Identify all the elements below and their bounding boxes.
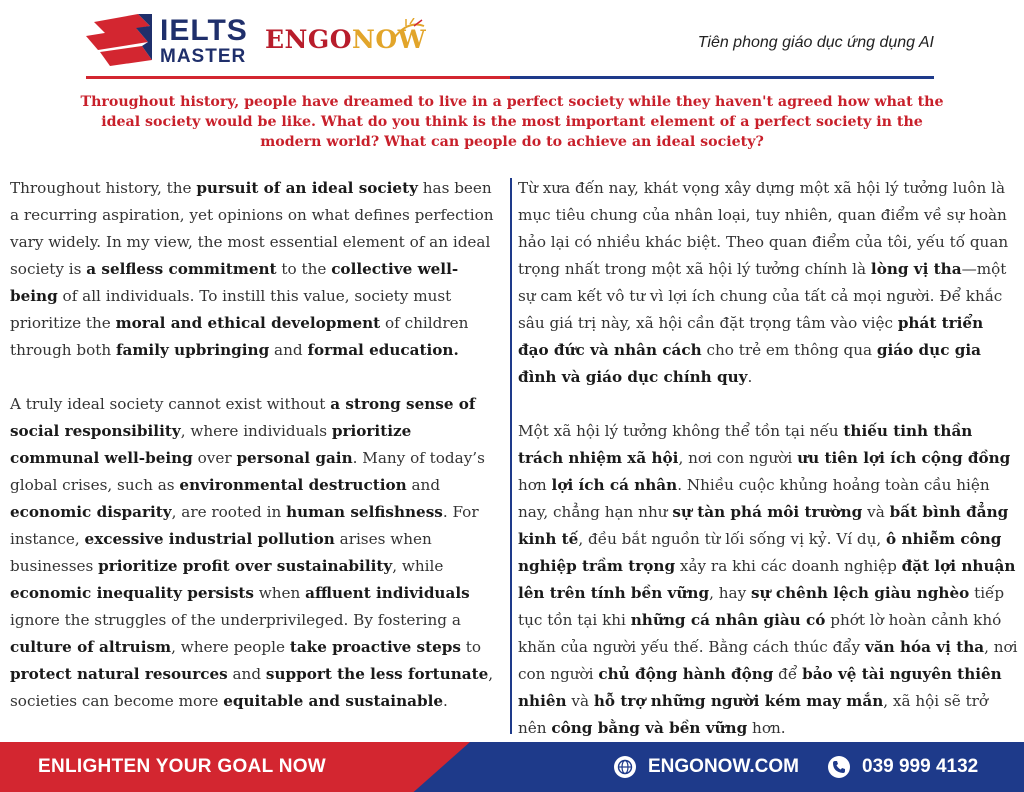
key-phrase: support the less fortunate <box>265 665 489 683</box>
paragraph-text: tiếp tục tồn tại khi <box>518 584 1005 629</box>
paragraph-text: , societies can become more <box>10 665 494 710</box>
english-paragraph-1 <box>10 175 504 364</box>
paragraph-text: để <box>773 665 803 683</box>
key-phrase: protect natural resources <box>10 665 228 683</box>
key-phrase: công bằng và bền vững <box>551 719 748 737</box>
paragraph-text: Một xã hội lý tưởng không thể tồn tại nếu <box>518 422 844 440</box>
paragraph-text: . Nhiều cuộc khủng hoảng toàn cầu hiện nay, chẳng hạn như <box>518 476 990 521</box>
key-phrase: lợi ích cá nhân <box>551 476 678 494</box>
paragraph-text: over <box>192 449 237 467</box>
key-phrase: collective well-being <box>10 260 459 305</box>
vietnamese-paragraph-1 <box>518 175 1018 391</box>
key-phrase: family upbringing <box>115 341 270 359</box>
key-phrase: affluent individuals <box>305 584 470 602</box>
paragraph-text: , nơi con người <box>678 449 798 467</box>
paragraph-text: hơn. <box>747 719 786 737</box>
paragraph-text: , đều bắt nguồn từ lối sống vị kỷ. Ví dụ, <box>578 530 887 548</box>
key-phrase: a selfless commitment <box>86 260 277 278</box>
paragraph-text: to <box>460 638 482 656</box>
key-phrase: culture of altruism <box>10 638 172 656</box>
key-phrase: formal education. <box>307 341 459 359</box>
phone-text[interactable]: 039 999 4132 <box>862 756 979 777</box>
key-phrase: văn hóa vị tha <box>865 638 985 656</box>
phone-icon <box>828 756 850 778</box>
paragraph-text: hơn <box>518 476 552 494</box>
globe-icon <box>614 756 636 778</box>
key-phrase: pursuit of an ideal society <box>196 179 418 197</box>
paragraph-text: , hay <box>709 584 751 602</box>
paragraph-text: , are rooted in <box>171 503 287 521</box>
key-phrase: chủ động hành động <box>598 665 774 683</box>
ielts-logo-mark-icon <box>86 12 156 68</box>
key-phrase: bất bình đẳng kinh tế <box>518 503 1009 548</box>
paragraph-text: , where people <box>171 638 290 656</box>
key-phrase: prioritize profit over sustainability <box>98 557 393 575</box>
vietnamese-column <box>518 175 1018 769</box>
paragraph-text: and <box>227 665 266 683</box>
paragraph-text: cho trẻ em thông qua <box>701 341 877 359</box>
key-phrase: hỗ trợ những người kém may mắn <box>593 692 884 710</box>
logo-engo-text: ENGO <box>265 25 353 54</box>
key-phrase: sự chênh lệch giàu nghèo <box>750 584 970 602</box>
key-phrase: giáo dục gia đình và giáo dục chính quy <box>518 341 981 386</box>
key-phrase: đặt lợi nhuận lên trên tính bền vững <box>518 557 1016 602</box>
logo-now-text: NOW <box>352 25 427 54</box>
paragraph-text: —một sự cam kết vô tư vì lợi ích chung của tất cả mọi người. Để khắc sâu giá trị này, xã hội cần đặt trọng tâm vào việc <box>518 260 1007 332</box>
english-column <box>10 175 504 742</box>
ielts-master-logo <box>86 12 266 68</box>
key-phrase: personal gain <box>236 449 353 467</box>
key-phrase: human selfishness <box>286 503 443 521</box>
paragraph-text: Throughout history, the <box>10 179 197 197</box>
key-phrase: take proactive steps <box>289 638 461 656</box>
sunburst-icon <box>392 18 426 40</box>
paragraph-text: , xã hội sẽ trở nên <box>518 692 989 737</box>
paragraph-text: when <box>253 584 306 602</box>
logo-ielts-text: IELTS <box>160 14 248 47</box>
footer-slogan: ENLIGHTEN YOUR GOAL NOW <box>38 756 327 777</box>
key-phrase: bảo vệ tài nguyên thiên nhiên <box>518 665 1002 710</box>
logo-master-text: MASTER <box>160 46 247 67</box>
essay-question: Throughout history, people have dreamed to live in a perfect society while they haven't agreed how what the ideal society would be like. What do you think is the most important element of a perfect society in the modern world? What can people do to achieve an ideal society? <box>80 94 944 150</box>
paragraph-text: A truly ideal society cannot exist without <box>10 395 331 413</box>
paragraph-text: to the <box>276 260 332 278</box>
key-phrase: excessive industrial pollution <box>84 530 335 548</box>
page-footer <box>0 742 1024 792</box>
key-phrase: equitable and sustainable <box>223 692 444 710</box>
key-phrase: lòng vị tha <box>870 260 962 278</box>
vietnamese-paragraph-2 <box>518 418 1018 742</box>
paragraph-text: . For instance, <box>10 503 479 548</box>
paragraph-text: . <box>747 368 753 386</box>
key-phrase: environmental destruction <box>179 476 407 494</box>
header-divider <box>86 76 934 79</box>
key-phrase: những cá nhân giàu có <box>630 611 826 629</box>
paragraph-text: . <box>443 692 448 710</box>
paragraph-text: of all individuals. To instill this value, society must prioritize the <box>10 287 452 332</box>
key-phrase: thiếu tinh thần trách nhiệm xã hội <box>518 422 973 467</box>
key-phrase: sự tàn phá môi trường <box>672 503 863 521</box>
paragraph-text: , while <box>392 557 444 575</box>
page-header <box>0 0 1024 80</box>
key-phrase: a strong sense of social responsibility <box>10 395 476 440</box>
paragraph-text: và <box>862 503 890 521</box>
paragraph-text: , where individuals <box>180 422 332 440</box>
paragraph-text: xảy ra khi các doanh nghiệp <box>675 557 902 575</box>
paragraph-text: has been a recurring aspiration, yet opinions on what defines perfection vary widely. In my view, the most essential element of an ideal society is <box>10 179 494 278</box>
key-phrase: economic inequality persists <box>10 584 254 602</box>
paragraph-text: . Many of today’s global crises, such as <box>10 449 485 494</box>
tagline: Tiên phong giáo dục ứng dụng AI <box>697 34 934 51</box>
paragraph-text: and <box>406 476 441 494</box>
paragraph-text: arises when businesses <box>10 530 432 575</box>
paragraph-text: Từ xưa đến nay, khát vọng xây dựng một xã hội lý tưởng luôn là mục tiêu chung của nhân loại, tuy nhiên, quan điểm về sự hoàn hảo lại có nhiều khác biệt. Theo quan điểm của tôi, yếu tố quan trọng nhất trong một xã hội lý tưởng chính là <box>518 179 1009 278</box>
key-phrase: moral and ethical development <box>115 314 381 332</box>
key-phrase: ô nhiễm công nghiệp trầm trọng <box>518 530 1002 575</box>
key-phrase: economic disparity <box>10 503 172 521</box>
paragraph-text: và <box>566 692 594 710</box>
key-phrase: phát triển đạo đức và nhân cách <box>518 314 984 359</box>
key-phrase: prioritize communal well-being <box>10 422 412 467</box>
paragraph-text: and <box>269 341 308 359</box>
footer-phone[interactable] <box>828 756 978 778</box>
paragraph-text: , nơi con người <box>518 638 1018 683</box>
paragraph-text: of children through both <box>10 314 469 359</box>
key-phrase: ưu tiên lợi ích cộng đồng <box>797 449 1011 467</box>
paragraph-text: ignore the struggles of the underprivileged. By fostering a <box>10 611 461 629</box>
english-paragraph-2 <box>10 391 504 715</box>
column-divider <box>510 178 512 734</box>
website-text[interactable]: ENGONOW.COM <box>648 756 799 777</box>
footer-website[interactable] <box>614 756 799 778</box>
paragraph-text: phớt lờ hoàn cảnh khó khăn của người yếu thế. Bằng cách thúc đẩy <box>518 611 1002 656</box>
